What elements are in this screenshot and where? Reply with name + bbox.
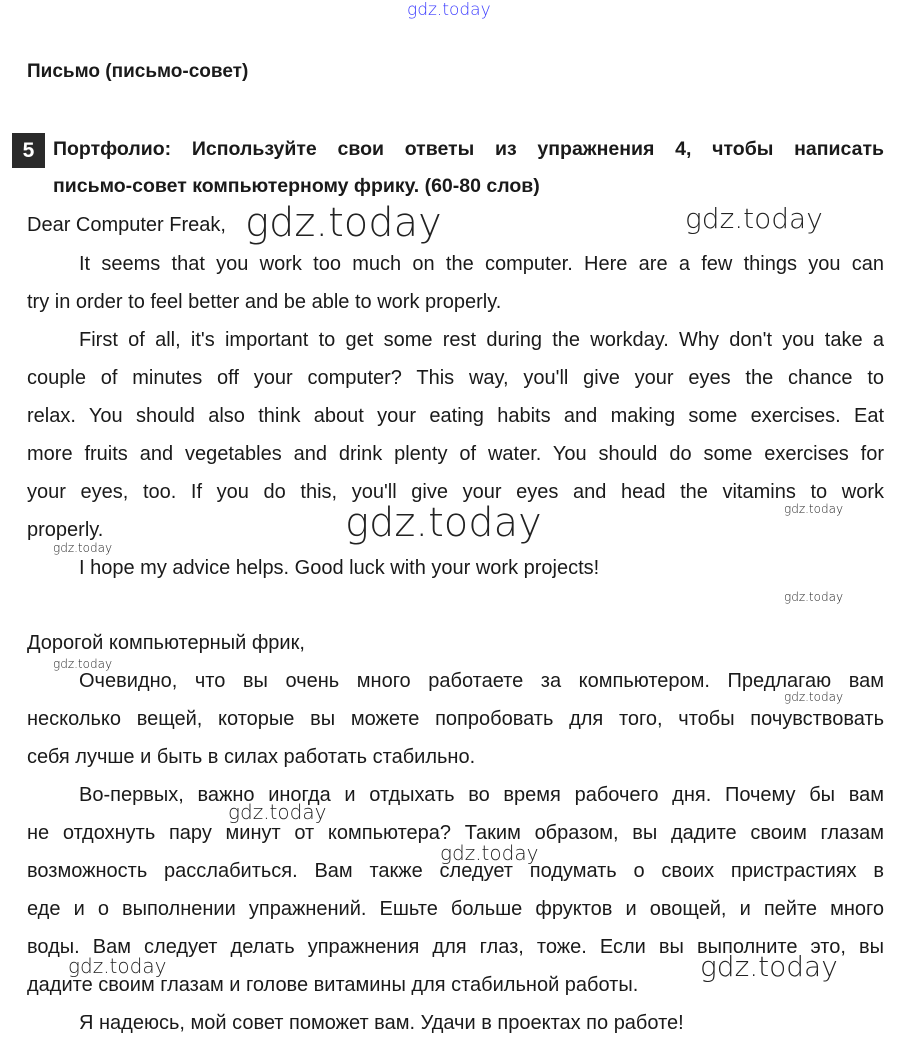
letter-line: Во-первых, важно иногда и отдыхать во время рабочего дня. Почему бы вам [79, 784, 884, 806]
letter-line: I hope my advice helps. Good luck with your work projects! [79, 557, 600, 579]
watermark: gdz.today [440, 841, 539, 865]
letter-line: возможность расслабиться. Вам также следует подумать о своих пристрастиях в [27, 860, 884, 882]
watermark: gdz.today [784, 690, 844, 704]
watermark: gdz.today [784, 590, 844, 604]
watermark: gdz.today [784, 502, 844, 516]
letter-line: Дорогой компьютерный фрик, [27, 632, 305, 654]
letter-line: воды. Вам следует делать упражнения для глаз, тоже. Если вы выполните это, вы [27, 936, 884, 958]
section-title: Письмо (письмо-совет) [27, 61, 249, 82]
letter-line: Dear Computer Freak, [27, 214, 226, 236]
watermark-top: gdz.today [407, 0, 491, 20]
letter-line: себя лучше и быть в силах работать стабильно. [27, 746, 476, 768]
letter-line: couple of minutes off your computer? This way, you'll give your eyes the chance to [27, 367, 884, 389]
watermark: gdz.today [228, 800, 327, 824]
letter-line: relax. You should also think about your eating habits and making some exercises. Eat [27, 405, 884, 427]
letter-line: дадите своим глазам и голове витамины для стабильной работы. [27, 974, 639, 996]
watermark: gdz.today [68, 954, 167, 978]
task-text-line-1: Портфолио: Используйте свои ответы из упражнения 4, чтобы написать [53, 138, 884, 160]
letter-line: Я надеюсь, мой совет поможет вам. Удачи в проектах по работе! [79, 1012, 684, 1034]
letter-line: First of all, it's important to get some rest during the workday. Why don't you take a [79, 329, 884, 351]
task-text-line-2: письмо-совет компьютерному фрику. (60-80 слов) [53, 175, 540, 197]
letter-line: еде и о выполнении упражнений. Ешьте больше фруктов и овощей, и пейте много [27, 898, 884, 920]
watermark: gdz.today [700, 950, 838, 983]
watermark: gdz.today [685, 202, 823, 235]
task-number-badge: 5 [12, 133, 45, 168]
letter-line: не отдохнуть пару минут от компьютера? Таким образом, вы дадите своим глазам [27, 822, 884, 844]
letter-line: It seems that you work too much on the computer. Here are a few things you can [79, 253, 884, 275]
watermark: gdz.today [53, 657, 113, 671]
letter-line: more fruits and vegetables and drink plenty of water. You should do some exercises for [27, 443, 884, 465]
watermark: gdz.today [53, 541, 113, 555]
letter-line: try in order to feel better and be able to work properly. [27, 291, 502, 313]
watermark: gdz.today [245, 200, 442, 246]
letter-line: your eyes, too. If you do this, you'll give your eyes and head the vitamins to work [27, 481, 884, 503]
watermark: gdz.today [345, 500, 542, 546]
letter-line: несколько вещей, которые вы можете попробовать для того, чтобы почувствовать [27, 708, 884, 730]
letter-line: properly. [27, 519, 104, 541]
letter-line: Очевидно, что вы очень много работаете за компьютером. Предлагаю вам [79, 670, 884, 692]
